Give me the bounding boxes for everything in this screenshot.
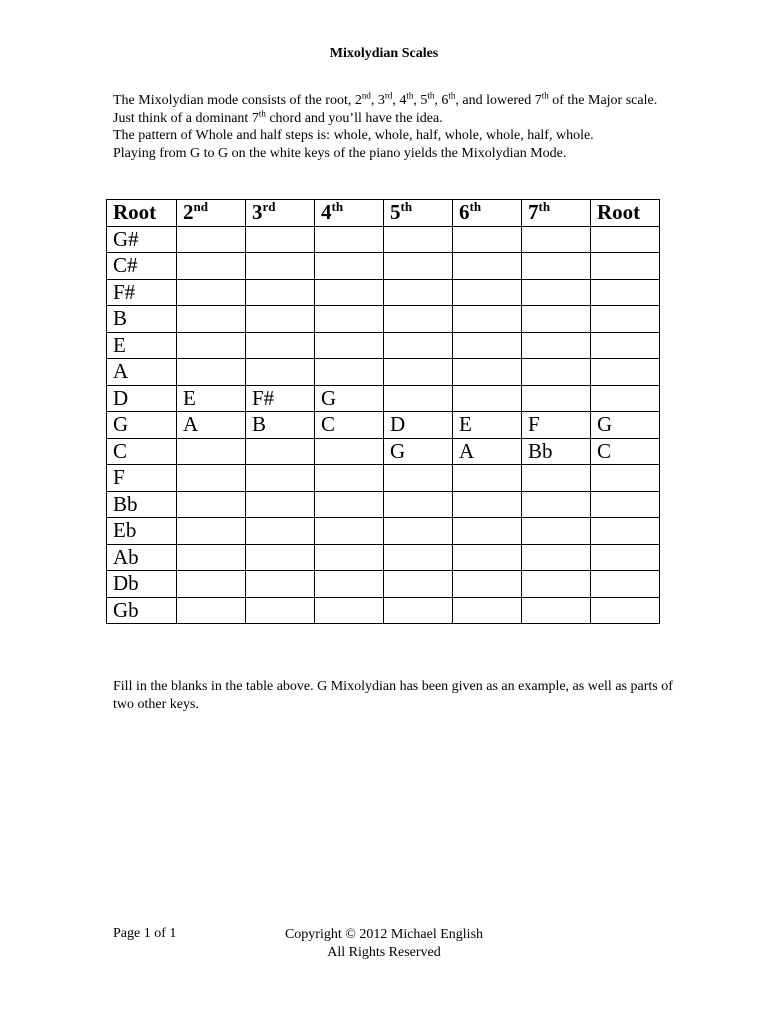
scale-note-cell (384, 491, 453, 518)
scale-note-cell (384, 226, 453, 253)
scale-note-cell (384, 597, 453, 624)
table-row (107, 306, 660, 333)
scale-note-cell (591, 306, 660, 333)
scale-note-cell (384, 359, 453, 386)
scale-note-cell: F# (246, 385, 315, 412)
root-note-cell: E (107, 332, 177, 359)
scale-note-cell (384, 279, 453, 306)
column-header-7: Root (591, 200, 660, 227)
column-header-4: 5th (384, 200, 453, 227)
scale-note-cell: A (177, 412, 246, 439)
scale-note-cell (591, 253, 660, 280)
table-row (107, 544, 660, 571)
scale-note-cell (177, 226, 246, 253)
root-note-cell: B (107, 306, 177, 333)
scale-note-cell: C (315, 412, 384, 439)
scale-note-cell (522, 571, 591, 598)
scale-note-cell (177, 544, 246, 571)
scale-note-cell (522, 544, 591, 571)
scale-note-cell (591, 518, 660, 545)
scale-note-cell (315, 359, 384, 386)
root-note-cell: Gb (107, 597, 177, 624)
scale-note-cell (315, 279, 384, 306)
scale-note-cell (177, 597, 246, 624)
table-row (107, 385, 660, 412)
scale-note-cell (453, 385, 522, 412)
scale-note-cell (315, 597, 384, 624)
scale-note-cell (522, 306, 591, 333)
root-note-cell: Ab (107, 544, 177, 571)
scale-note-cell (591, 359, 660, 386)
mixolydian-table (106, 199, 660, 624)
scale-note-cell (591, 332, 660, 359)
root-note-cell: G# (107, 226, 177, 253)
table-row (107, 491, 660, 518)
scale-note-cell (177, 465, 246, 492)
table-row (107, 571, 660, 598)
column-header-0: Root (107, 200, 177, 227)
scale-note-cell (522, 279, 591, 306)
scale-note-cell (453, 571, 522, 598)
column-header-2: 3rd (246, 200, 315, 227)
table-row (107, 597, 660, 624)
scale-note-cell (177, 571, 246, 598)
scale-note-cell (522, 332, 591, 359)
scale-note-cell (177, 253, 246, 280)
scale-note-cell (315, 306, 384, 333)
scale-note-cell (315, 491, 384, 518)
scale-note-cell: E (177, 385, 246, 412)
scale-note-cell (591, 226, 660, 253)
root-note-cell: F (107, 465, 177, 492)
scale-note-cell (522, 226, 591, 253)
scale-note-cell (591, 385, 660, 412)
scale-note-cell (384, 385, 453, 412)
column-header-6: 7th (522, 200, 591, 227)
scale-note-cell (177, 306, 246, 333)
root-note-cell: C (107, 438, 177, 465)
root-note-cell: C# (107, 253, 177, 280)
scale-note-cell (177, 279, 246, 306)
scale-note-cell (384, 518, 453, 545)
scale-note-cell (384, 306, 453, 333)
scale-note-cell (453, 465, 522, 492)
scale-note-cell (591, 597, 660, 624)
scale-note-cell: B (246, 412, 315, 439)
scale-note-cell: G (315, 385, 384, 412)
scale-note-cell (315, 226, 384, 253)
scale-note-cell (246, 597, 315, 624)
copyright-line: Copyright © 2012 Michael English (284, 927, 484, 942)
scale-note-cell: E (453, 412, 522, 439)
column-header-1: 2nd (177, 200, 246, 227)
intro-paragraph-3: Playing from G to G on the white keys of the piano yields the Mixolydian Mode. (113, 145, 567, 161)
scale-note-cell (246, 491, 315, 518)
scale-note-cell (246, 332, 315, 359)
instructions-text: Fill in the blanks in the table above. G Mixolydian has been given as an example, as well as parts of two other keys. (113, 679, 673, 712)
scale-note-cell (453, 544, 522, 571)
table-row (107, 518, 660, 545)
scale-note-cell (177, 438, 246, 465)
scale-note-cell (315, 544, 384, 571)
table-header-row (107, 200, 660, 227)
scale-note-cell (246, 306, 315, 333)
scale-note-cell (315, 253, 384, 280)
scale-note-cell: G (591, 412, 660, 439)
scale-note-cell (315, 332, 384, 359)
scale-note-cell (177, 332, 246, 359)
root-note-cell: G (107, 412, 177, 439)
scale-note-cell (315, 465, 384, 492)
scale-note-cell: D (384, 412, 453, 439)
scale-note-cell (315, 438, 384, 465)
scale-note-cell (246, 279, 315, 306)
table-row (107, 279, 660, 306)
root-note-cell: Eb (107, 518, 177, 545)
scale-note-cell (522, 465, 591, 492)
scale-note-cell: C (591, 438, 660, 465)
scale-note-cell (453, 332, 522, 359)
scale-note-cell (315, 518, 384, 545)
scale-note-cell (384, 253, 453, 280)
scale-note-cell (246, 571, 315, 598)
scale-note-cell (453, 279, 522, 306)
scale-note-cell (591, 571, 660, 598)
root-note-cell: Db (107, 571, 177, 598)
table-row (107, 332, 660, 359)
scale-note-cell (384, 332, 453, 359)
root-note-cell: Bb (107, 491, 177, 518)
column-header-5: 6th (453, 200, 522, 227)
scale-note-cell (453, 226, 522, 253)
scale-note-cell (315, 571, 384, 598)
table-row (107, 226, 660, 253)
scale-note-cell (177, 359, 246, 386)
scale-note-cell (246, 438, 315, 465)
table-row (107, 359, 660, 386)
scale-note-cell (453, 491, 522, 518)
intro-paragraph-2: The pattern of Whole and half steps is: whole, whole, half, whole, whole, half, whole. (113, 128, 594, 143)
scale-note-cell (384, 465, 453, 492)
scale-note-cell: A (453, 438, 522, 465)
copyright-notice (234, 926, 534, 962)
scale-note-cell (453, 597, 522, 624)
scale-note-cell (591, 544, 660, 571)
scale-note-cell (246, 518, 315, 545)
column-header-3: 4th (315, 200, 384, 227)
table-row (107, 438, 660, 465)
scale-note-cell (246, 359, 315, 386)
page-title: Mixolydian Scales (329, 46, 439, 61)
root-note-cell: F# (107, 279, 177, 306)
scale-note-cell (246, 226, 315, 253)
rights-line: All Rights Reserved (327, 945, 441, 960)
scale-note-cell (522, 359, 591, 386)
scale-note-cell (453, 306, 522, 333)
scale-note-cell (522, 253, 591, 280)
scale-note-cell (246, 253, 315, 280)
scale-note-cell (177, 518, 246, 545)
table-row (107, 253, 660, 280)
table-body (107, 226, 660, 624)
scale-note-cell (453, 359, 522, 386)
table-row (107, 465, 660, 492)
root-note-cell: D (107, 385, 177, 412)
scale-note-cell (177, 491, 246, 518)
intro-paragraph-1: The Mixolydian mode consists of the root, 2nd, 3rd, 4th, 5th, 6th, and lowered 7th of the Major scale. Just think of a dominant 7th chord and you’ll have the idea. (113, 90, 658, 126)
intro-text (113, 92, 673, 162)
scale-note-cell (522, 491, 591, 518)
scale-note-cell (522, 385, 591, 412)
scale-note-cell (591, 465, 660, 492)
scale-note-cell: Bb (522, 438, 591, 465)
scale-note-cell (384, 544, 453, 571)
scale-note-cell (246, 544, 315, 571)
table-row (107, 412, 660, 439)
scale-note-cell (522, 518, 591, 545)
scale-note-cell (246, 465, 315, 492)
page-number: Page 1 of 1 (113, 926, 177, 941)
scale-note-cell (591, 279, 660, 306)
scale-note-cell: G (384, 438, 453, 465)
scale-note-cell (522, 597, 591, 624)
scale-note-cell (384, 571, 453, 598)
scale-note-cell: F (522, 412, 591, 439)
root-note-cell: A (107, 359, 177, 386)
scale-note-cell (453, 518, 522, 545)
scale-note-cell (591, 491, 660, 518)
scale-note-cell (453, 253, 522, 280)
